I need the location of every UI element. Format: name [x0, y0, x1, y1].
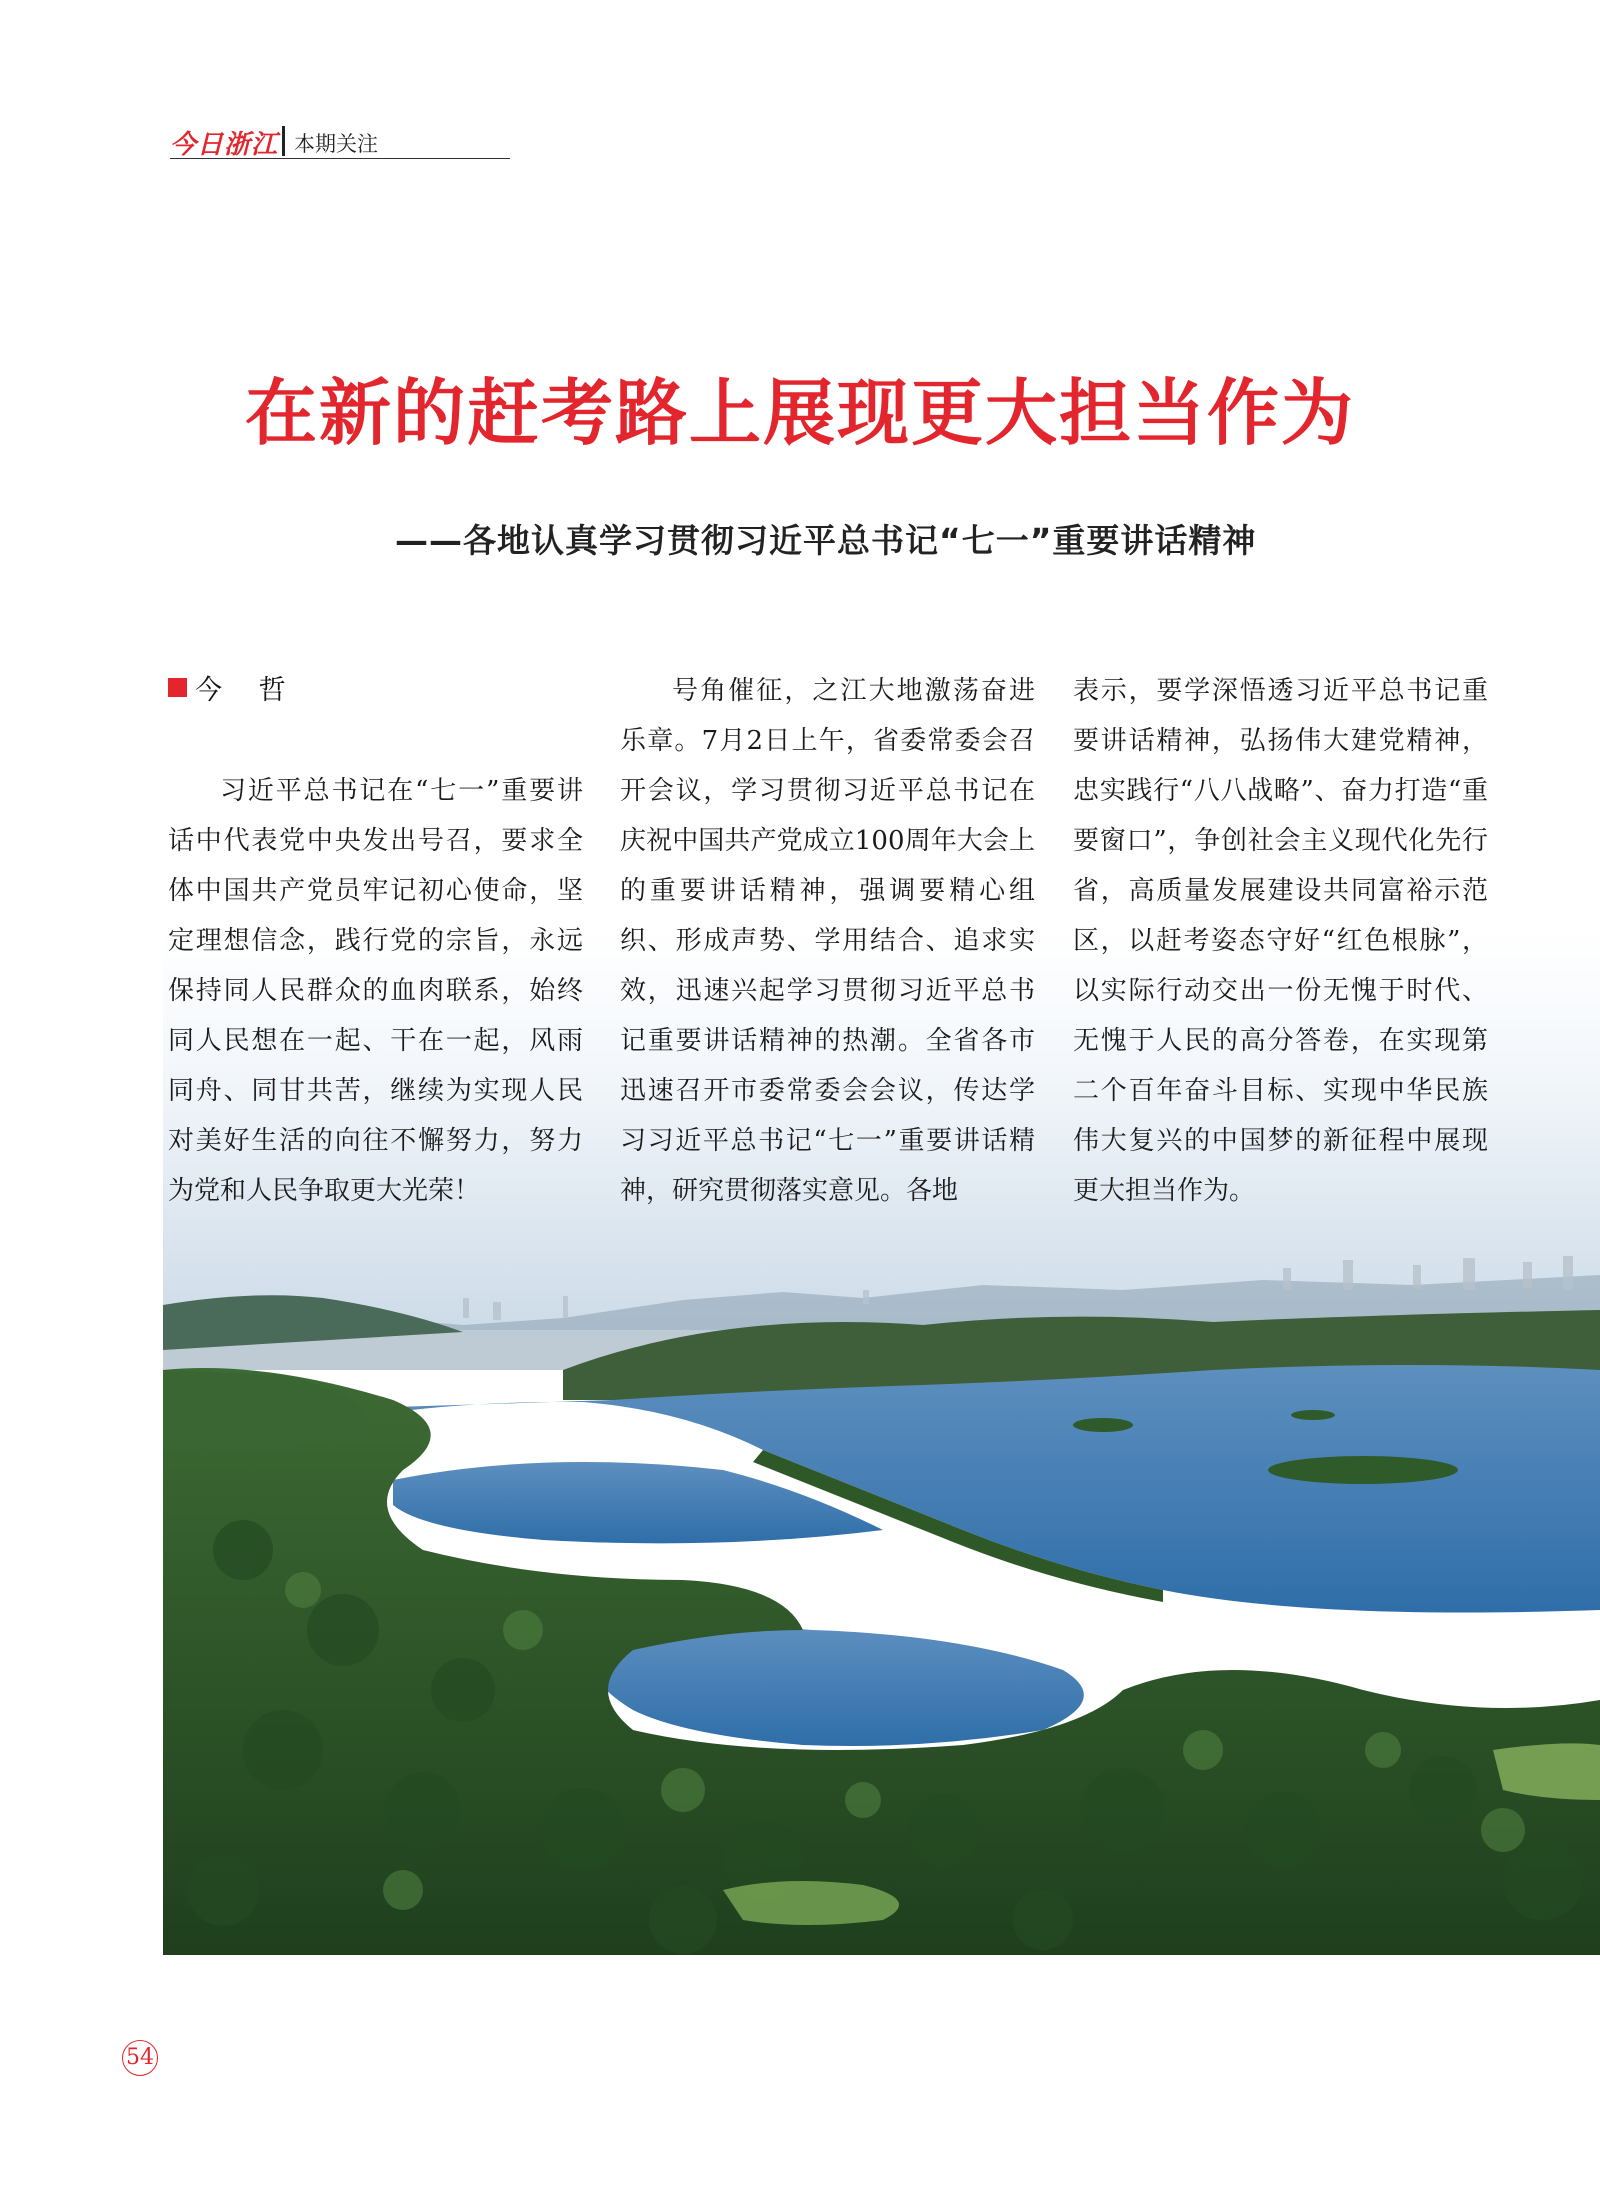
body-column-2: 号角催征，之江大地激荡奋进乐章。7月2日上午，省委常委会召开会议，学习贯彻习近平总书记在庆祝中国共产党成立100周年大会上的重要讲话精神，强调要精心组织、形成声势、学用结合、追求实效，迅速兴起学习贯彻习近平总书记重要讲话精神的热潮。全省各市迅速召开市委常委会会议，传达学习习近平总书记“七一”重要讲话精神，研究贯彻落实意见。各地	[620, 676, 1035, 1206]
author-byline	[168, 668, 300, 707]
red-square-icon	[168, 678, 187, 697]
body-column-1: 习近平总书记在“七一”重要讲话中代表党中央发出号召，要求全体中国共产党员牢记初心使命，坚定理想信念，践行党的宗旨，永远保持同人民群众的血肉联系，始终同人民想在一起、干在一起，风雨同舟、同甘共苦，继续为实现人民对美好生活的向往不懈努力，努力为党和人民争取更大光荣！	[168, 776, 583, 1206]
author-name: 今 哲	[195, 675, 300, 706]
body-column-3: 表示，要学深悟透习近平总书记重要讲话精神，弘扬伟大建党精神，忠实践行“八八战略”、奋力打造“重要窗口”，争创社会主义现代化先行省，高质量发展建设共同富裕示范区，以赶考姿态守好“红色根脉”，以实际行动交出一份无愧于时代、无愧于人民的高分答卷，在实现第二个百年奋斗目标、实现中华民族伟大复兴的中国梦的新征程中展现更大担当作为。	[1073, 676, 1488, 1206]
header-divider	[282, 126, 285, 156]
article-subtitle: ——各地认真学习贯彻习近平总书记“七一”重要讲话精神	[395, 521, 1257, 560]
article-title: 在新的赶考路上展现更大担当作为	[244, 371, 1355, 455]
section-label: 本期关注	[294, 132, 378, 156]
magazine-logo: 今日浙江	[170, 130, 279, 160]
page-number: 54	[122, 2040, 158, 2076]
page-header	[170, 122, 510, 159]
